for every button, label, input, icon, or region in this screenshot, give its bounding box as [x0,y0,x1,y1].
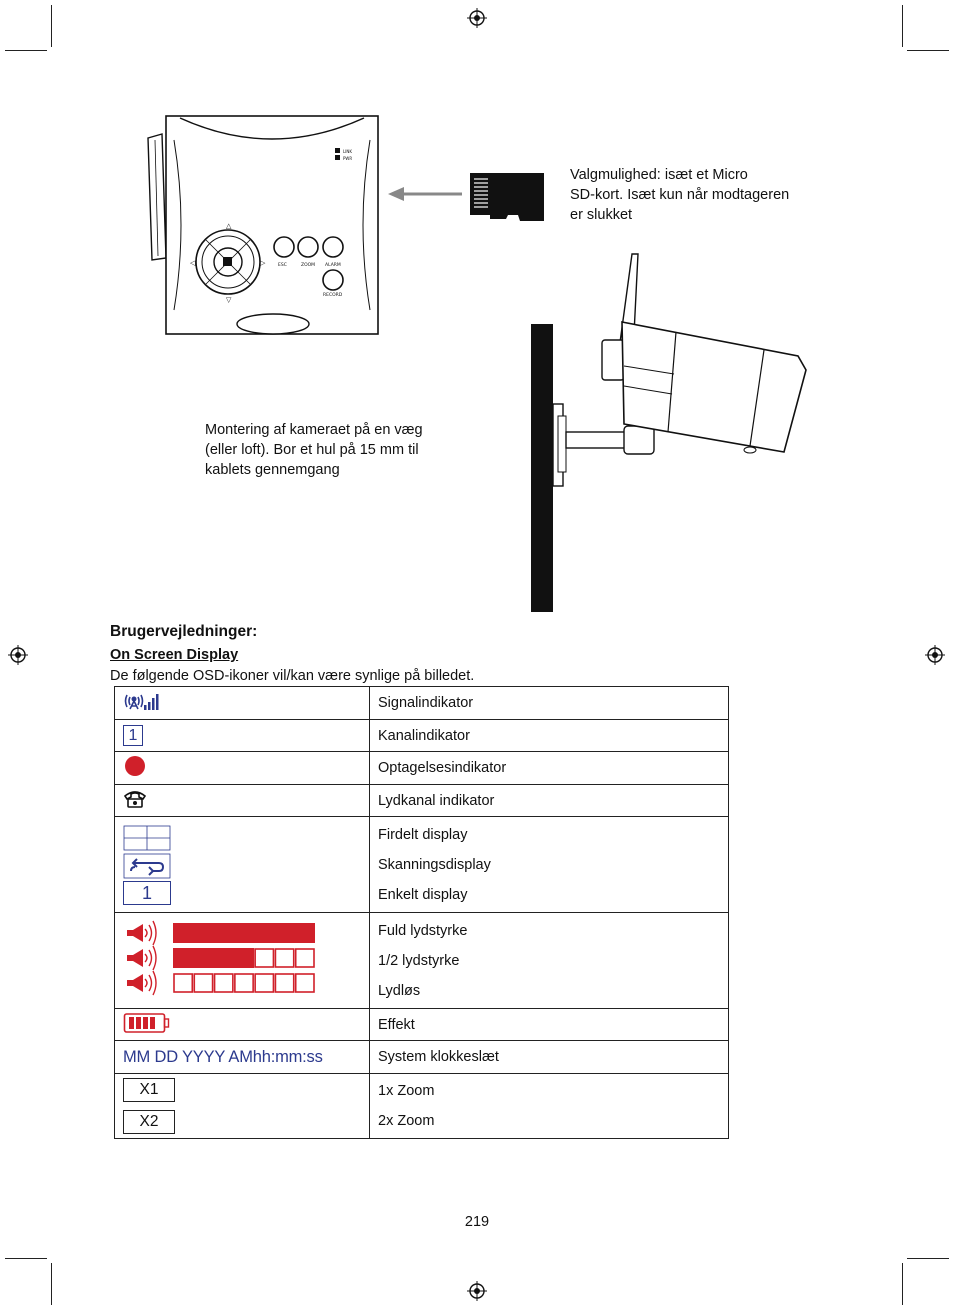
volume-segment [255,949,273,967]
svg-text:△: △ [226,222,232,230]
osd-label-cell [370,752,729,785]
osd-label-cell [370,1074,729,1139]
osd-label-cell [370,1041,729,1074]
osd-label: Kanalindikator [378,727,470,744]
clock-format: MM DD YYYY AMhh:mm:ss [123,1047,323,1066]
alarm-button-label: ALARM [325,263,341,268]
osd-icon-cell [115,817,370,913]
mounting-note-line: kablets gennemgang [205,462,340,478]
osd-label: Signalindikator [378,695,474,711]
record-button-label: RECORD [323,293,343,298]
mounting-note-line: (eller loft). Bor et hul på 15 mm til [205,442,419,458]
volume-segment [296,949,314,967]
volume-fill [173,923,315,943]
sound-wave [149,975,152,991]
esc-button-label: ESC [278,263,287,268]
page-number: 219 [464,1214,490,1230]
table-row [115,687,729,720]
registration-mark-icon [467,8,487,28]
sd-note-line: Valgmulighed: isæt et Micro [570,167,748,183]
osd-icon-cell [115,1074,370,1139]
volume-segment [194,974,212,992]
osd-label: Firdelt display [378,826,468,843]
volume-level-row [127,971,314,995]
osd-label-cell [370,913,729,1009]
osd-label: Lydløs [378,982,421,999]
osd-label: Skanningsdisplay [378,856,491,873]
volume-segment [275,974,293,992]
volume-segment [275,949,293,967]
table-row [115,752,729,785]
crop-mark [907,1258,949,1259]
volume-segment [174,974,192,992]
osd-icon-table [114,686,729,1139]
sound-wave [153,971,156,995]
volume-segment [215,974,233,992]
mounting-note [205,420,423,480]
volume-fill [173,948,254,968]
crop-mark [902,5,903,47]
crop-mark [907,50,949,51]
osd-label: Enkelt display [378,886,468,903]
osd-icon-cell [115,913,370,1009]
osd-label-cell [370,785,729,817]
sd-card-note [570,165,789,225]
osd-label: Lydkanal indikator [378,792,495,809]
record-dot-icon [123,755,147,777]
table-row [115,817,729,913]
channel-one-icon: 1 [123,725,143,746]
osd-icon-cell [115,1009,370,1041]
svg-text:◁: ◁ [190,259,196,267]
speaker-icon [127,949,143,967]
sound-wave [149,925,152,941]
registration-mark-icon [925,645,945,665]
pwr-led-label: PWR [343,156,353,161]
intro-text: De følgende OSD-ikoner vil/kan være synlige på billedet. [110,668,475,684]
crop-mark [902,1263,903,1305]
osd-label: 2x Zoom [378,1113,435,1129]
osd-icon-cell [115,687,370,720]
osd-label: 1x Zoom [378,1083,435,1099]
zoom-button-label: ZOOM [301,263,316,268]
crop-mark [5,50,47,51]
osd-label-cell [370,720,729,752]
speaker-icon [127,974,143,992]
volume-level-row [127,921,315,945]
osd-label: 1/2 lydstyrke [378,952,460,969]
subsection-title: On Screen Display [110,647,239,663]
sound-wave [145,929,147,937]
volume-level-row [127,946,314,970]
sound-wave [145,954,147,962]
table-row [115,785,729,817]
table-row [115,913,729,1009]
scan-display-icon [123,853,171,879]
registration-mark-icon [8,645,28,665]
quad-display-icon [123,825,171,851]
link-led-label: LINK [343,149,353,154]
table-row [115,1009,729,1041]
sound-wave [149,950,152,966]
speaker-icon [127,924,143,942]
table-row [115,1041,729,1074]
crop-mark [51,1263,52,1305]
sound-wave [153,921,156,945]
section-title: Brugervejledninger: [110,623,258,640]
insert-arrow-icon [386,184,466,204]
crop-mark [5,1258,47,1259]
osd-label: System klokkeslæt [378,1049,499,1065]
micro-sd-card-icon [468,171,546,223]
single-display-icon: 1 [123,881,171,905]
osd-label-cell [370,687,729,720]
wall-mounted-camera-diagram [528,246,820,614]
battery-icon [123,1012,171,1034]
osd-icon-cell [115,752,370,785]
table-row [115,1074,729,1139]
receiver-diagram [140,110,390,342]
volume-segment [235,974,253,992]
volume-segment [296,974,314,992]
table-row [115,720,729,752]
signal-strength-icon [123,691,159,711]
osd-icon-cell [115,720,370,752]
svg-text:▽: ▽ [226,296,232,304]
sd-note-line: er slukket [570,207,633,223]
sound-wave [153,946,156,970]
mounting-note-line: Montering af kameraet på en væg [205,422,423,438]
osd-label: Effekt [378,1016,415,1033]
sound-wave [145,979,147,987]
osd-icon-cell [115,785,370,817]
zoom-x1-box: X1 [123,1078,175,1102]
crop-mark [51,5,52,47]
sd-note-line: SD-kort. Isæt kun når modtageren [570,187,790,203]
volume-segment [255,974,273,992]
registration-mark-icon [467,1281,487,1301]
volume-level-icons [123,920,319,998]
svg-text:▷: ▷ [260,259,266,267]
osd-label-cell [370,1009,729,1041]
osd-icon-cell [115,1041,370,1074]
telephone-icon [123,789,147,809]
osd-label: Optagelsesindikator [378,760,507,776]
osd-label-cell [370,817,729,913]
osd-label: Fuld lydstyrke [378,922,468,939]
zoom-x2-box: X2 [123,1110,175,1134]
